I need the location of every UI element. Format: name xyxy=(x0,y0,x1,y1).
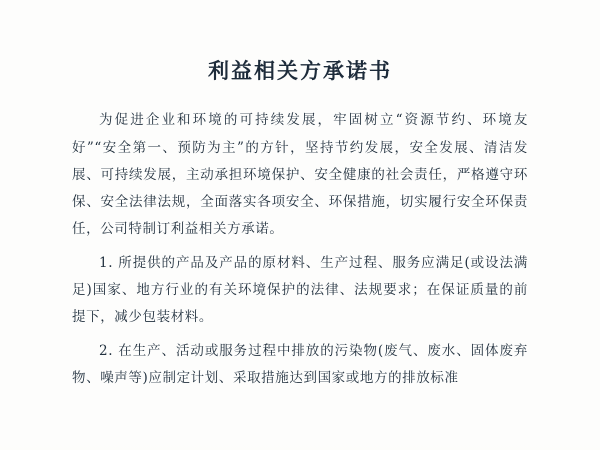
paragraph-item-2: 2. 在生产、活动或服务过程中排放的污染物(废气、废水、固体废弃物、噪声等)应制定计划、采取措施达到国家或地方的排放标准 xyxy=(72,342,528,386)
page-bottom-fade xyxy=(0,440,600,450)
paragraph-item-1: 1. 所提供的产品及产品的原材料、生产过程、服务应满足(或设法满足)国家、地方行业的有关环境保护的法律、法规要求；在保证质量的前提下，减少包装材料。 xyxy=(72,254,528,326)
paragraph-intro: 为促进企业和环境的可持续发展，牢固树立“资源节约、环境友好”“安全第一、预防为主”的方针，坚持节约发展，安全发展、清洁发展、可持续发展，主动承担环境保护、安全健康的社会责任，严格遵守环保、安全法律法规，全面落实各项安全、环保措施，切实履行安全环保责任，公司特制订利益相关方承诺。 xyxy=(72,112,528,238)
page-title: 利益相关方承诺书 xyxy=(208,58,392,83)
